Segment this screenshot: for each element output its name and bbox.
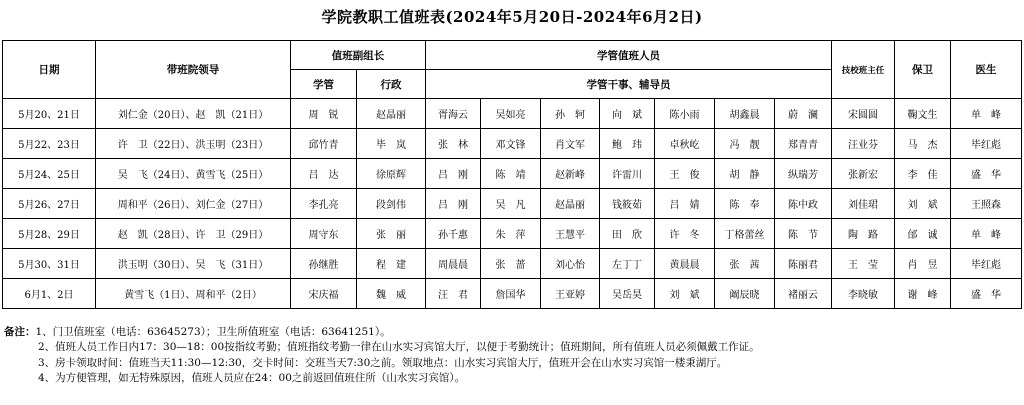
header-deputy: 值班副组长 (291, 41, 426, 70)
cell-staff: 吴岳昊 (600, 279, 655, 309)
cell-staff: 孙 轲 (541, 99, 600, 129)
note-line (4, 371, 1020, 386)
table-row (3, 129, 1022, 159)
cell-staff: 褚丽云 (775, 279, 832, 309)
cell-xueguan: 李孔亮 (291, 189, 357, 219)
cell-staff: 胡鑫晨 (715, 99, 775, 129)
duty-table (2, 40, 1022, 309)
header-director: 技校班主任 (832, 41, 895, 99)
cell-leader: 吴 飞（24日）、黄雪飞（25日） (96, 159, 291, 189)
cell-staff: 陈 奉 (715, 189, 775, 219)
cell-staff: 周晨晨 (426, 249, 481, 279)
cell-xueguan: 邱竹青 (291, 129, 357, 159)
cell-staff: 吕 婧 (655, 189, 715, 219)
cell-staff: 张 蔷 (481, 249, 541, 279)
cell-security: 邰 诚 (895, 219, 951, 249)
table-row (3, 219, 1022, 249)
cell-xueguan: 宋庆福 (291, 279, 357, 309)
table-row (3, 279, 1022, 309)
cell-staff: 陈丽君 (775, 249, 832, 279)
header-leader: 带班院领导 (96, 41, 291, 99)
cell-security: 鞠文生 (895, 99, 951, 129)
cell-doctor: 盛 华 (951, 159, 1022, 189)
cell-doctor: 毕红彪 (951, 249, 1022, 279)
cell-leader: 黄雪飞（1日）、周和平（2日） (96, 279, 291, 309)
cell-staff: 陈中政 (775, 189, 832, 219)
cell-date: 5月26、27日 (3, 189, 96, 219)
cell-doctor: 王照森 (951, 189, 1022, 219)
cell-staff: 孙千惠 (426, 219, 481, 249)
cell-staff: 张 林 (426, 129, 481, 159)
cell-xingzheng: 毕 岚 (357, 129, 426, 159)
cell-leader: 赵 凯（28日）、许 卫（29日） (96, 219, 291, 249)
cell-director: 李晓敏 (832, 279, 895, 309)
header-staff-sub: 学管干事、辅导员 (426, 70, 832, 99)
notes-label: 备注： (4, 326, 36, 338)
cell-staff: 黄晨晨 (655, 249, 715, 279)
cell-xueguan: 周 锐 (291, 99, 357, 129)
cell-date: 6月1、2日 (3, 279, 96, 309)
cell-staff: 纵瑞芳 (775, 159, 832, 189)
cell-staff: 吴如亮 (481, 99, 541, 129)
cell-security: 谢 峰 (895, 279, 951, 309)
cell-xueguan: 周守东 (291, 219, 357, 249)
cell-staff: 王亚婷 (541, 279, 600, 309)
header-deputy-xueguan: 学管 (291, 70, 357, 99)
cell-staff: 郑青青 (775, 129, 832, 159)
cell-security: 马 杰 (895, 129, 951, 159)
note-text: 1、门卫值班室（电话：63645273）；卫生所值班室（电话：63641251）。 (35, 326, 391, 338)
cell-xingzheng: 赵晶丽 (357, 99, 426, 129)
cell-staff: 胡 静 (715, 159, 775, 189)
cell-staff: 邓文锋 (481, 129, 541, 159)
cell-staff: 胥海云 (426, 99, 481, 129)
note-line (4, 356, 1020, 371)
table-row (3, 249, 1022, 279)
cell-director: 陶 路 (832, 219, 895, 249)
cell-staff: 张 茜 (715, 249, 775, 279)
cell-security: 刘 斌 (895, 189, 951, 219)
note-text: 4、为方便管理，如无特殊原因，值班人员应在24：00之前返回值班住所（山水实习宾馆）。 (38, 372, 466, 385)
cell-leader: 许 卫（22日）、洪玉明（23日） (96, 129, 291, 159)
cell-staff: 吴 凡 (481, 189, 541, 219)
note-line (4, 340, 1020, 355)
note-text: 2、值班人员工作日内17：30—18：00按指纹考勤；值班指纹考勤一律在山水实习宾馆大厅，以便于考勤统计；值班期间，所有值班人员必须佩戴工作证。 (38, 341, 760, 354)
header-doctor: 医生 (951, 41, 1022, 99)
cell-staff: 卓秋屹 (655, 129, 715, 159)
cell-date: 5月30、31日 (3, 249, 96, 279)
cell-xingzheng: 徐原辉 (357, 159, 426, 189)
cell-staff: 丁格蕾丝 (715, 219, 775, 249)
cell-staff: 向 斌 (600, 99, 655, 129)
cell-staff: 刘 斌 (655, 279, 715, 309)
cell-staff: 王慧平 (541, 219, 600, 249)
cell-staff: 赵晶丽 (541, 189, 600, 219)
cell-director: 张新宏 (832, 159, 895, 189)
cell-security: 肖 昱 (895, 249, 951, 279)
cell-staff: 刘心怡 (541, 249, 600, 279)
cell-leader: 周和平（26日）、刘仁金（27日） (96, 189, 291, 219)
cell-date: 5月24、25日 (3, 159, 96, 189)
cell-director: 汪业芬 (832, 129, 895, 159)
cell-staff: 陈 节 (775, 219, 832, 249)
cell-date: 5月22、23日 (3, 129, 96, 159)
note-line (4, 325, 1020, 340)
cell-staff: 吕 刚 (426, 189, 481, 219)
cell-staff: 王 俊 (655, 159, 715, 189)
cell-xingzheng: 段剑伟 (357, 189, 426, 219)
table-row (3, 99, 1022, 129)
notes-section (4, 325, 1020, 387)
cell-staff: 汪 君 (426, 279, 481, 309)
cell-staff: 田 欣 (600, 219, 655, 249)
table-row (3, 159, 1022, 189)
cell-director: 宋圆圆 (832, 99, 895, 129)
cell-xingzheng: 魏 威 (357, 279, 426, 309)
cell-doctor: 盛 华 (951, 279, 1022, 309)
header-deputy-xingzheng: 行政 (357, 70, 426, 99)
cell-security: 李 佳 (895, 159, 951, 189)
cell-staff: 许雷川 (600, 159, 655, 189)
cell-staff: 朱 萍 (481, 219, 541, 249)
cell-staff: 鲍 玮 (600, 129, 655, 159)
cell-leader: 刘仁金（20日）、赵 凯（21日） (96, 99, 291, 129)
cell-staff: 吕 刚 (426, 159, 481, 189)
cell-date: 5月28、29日 (3, 219, 96, 249)
header-staff: 学管值班人员 (426, 41, 832, 70)
cell-doctor: 单 峰 (951, 219, 1022, 249)
cell-doctor: 单 峰 (951, 99, 1022, 129)
cell-staff: 许 冬 (655, 219, 715, 249)
cell-staff: 詹国华 (481, 279, 541, 309)
cell-staff: 肖文军 (541, 129, 600, 159)
cell-xingzheng: 程 建 (357, 249, 426, 279)
note-text: 3、房卡领取时间：值班当天11:30—12:30，交卡时间：交班当天7:30之前。领取地点：山水实习宾馆大厅，值班开会在山水实习宾馆一楼秉湖厅。 (38, 356, 728, 369)
cell-xueguan: 吕 达 (291, 159, 357, 189)
header-security: 保卫 (895, 41, 951, 99)
cell-staff: 左丁丁 (600, 249, 655, 279)
cell-staff: 陈 靖 (481, 159, 541, 189)
cell-staff: 陈小雨 (655, 99, 715, 129)
cell-leader: 洪玉明（30日）、吴 飞（31日） (96, 249, 291, 279)
cell-staff: 赵新峰 (541, 159, 600, 189)
cell-xingzheng: 张 丽 (357, 219, 426, 249)
cell-staff: 钱筱茹 (600, 189, 655, 219)
cell-staff: 冯 靓 (715, 129, 775, 159)
cell-staff: 蔚 澜 (775, 99, 832, 129)
cell-doctor: 毕红彪 (951, 129, 1022, 159)
cell-director: 王 莹 (832, 249, 895, 279)
cell-date: 5月20、21日 (3, 99, 96, 129)
cell-director: 刘佳珺 (832, 189, 895, 219)
header-date: 日期 (3, 41, 96, 99)
cell-xueguan: 孙继胜 (291, 249, 357, 279)
page-title: 学院教职工值班表(2024年5月20日-2024年6月2日) (321, 8, 703, 26)
cell-staff: 阚辰晓 (715, 279, 775, 309)
table-row (3, 189, 1022, 219)
